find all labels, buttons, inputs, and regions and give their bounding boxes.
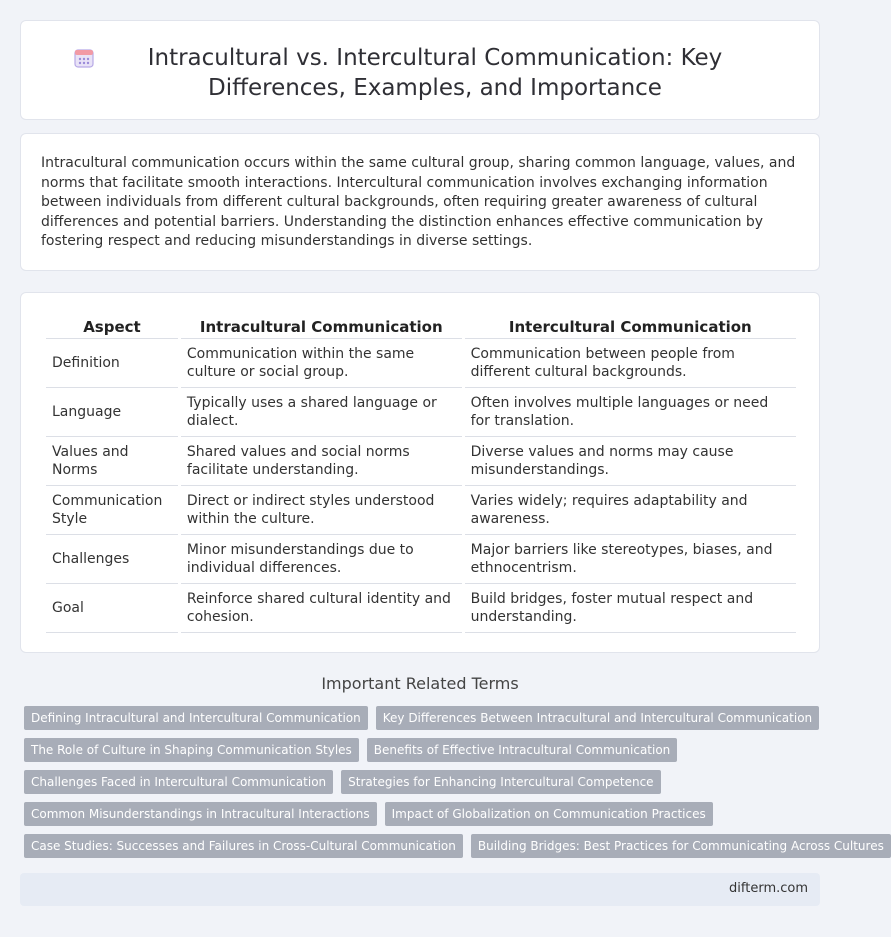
intercultural-cell: Varies widely; requires adaptability and awareness. — [465, 486, 796, 535]
table-row — [46, 388, 796, 437]
intercultural-cell: Diverse values and norms may cause misunderstandings. — [465, 437, 796, 486]
comparison-card — [20, 292, 820, 653]
header-card — [20, 20, 820, 120]
aspect-cell: Goal — [46, 584, 178, 633]
comparison-table — [43, 313, 799, 633]
related-tags-row — [24, 706, 819, 730]
intro-card — [20, 133, 820, 271]
intracultural-cell: Minor misunderstandings due to individual differences. — [181, 535, 462, 584]
related-terms-title: Important Related Terms — [321, 674, 519, 693]
table-row — [46, 535, 796, 584]
intro-text: Intracultural communication occurs within the same cultural group, sharing common language, values, and norms that facilitate smooth interactions. Intercultural communication involves exchanging information between individuals from different cultural backgrounds, often requiring greater awareness of cultural differences and potential barriers. Understanding the distinction enhances effective communication by fostering respect and reducing misunderstandings in diverse settings. — [41, 155, 796, 249]
page-title: Intracultural vs. Intercultural Communication: Key Differences, Examples, and Importance — [147, 45, 723, 101]
related-tags-row — [24, 770, 661, 794]
column-header: Intracultural Communication — [181, 313, 462, 339]
related-term-tag[interactable]: Defining Intracultural and Intercultural Communication — [24, 706, 368, 730]
table-row — [46, 584, 796, 633]
related-term-tag[interactable]: Strategies for Enhancing Intercultural Competence — [341, 770, 660, 794]
table-header-row — [46, 313, 796, 339]
table-row — [46, 339, 796, 388]
intercultural-cell: Major barriers like stereotypes, biases, and ethnocentrism. — [465, 535, 796, 584]
footer — [20, 873, 820, 906]
aspect-cell: Definition — [46, 339, 178, 388]
related-term-tag[interactable]: Key Differences Between Intracultural and Intercultural Communication — [376, 706, 819, 730]
related-tags-row — [24, 802, 713, 826]
related-tags-row — [24, 834, 891, 858]
related-term-tag[interactable]: Challenges Faced in Intercultural Communication — [24, 770, 333, 794]
footer-brand-link[interactable]: difterm.com — [729, 881, 808, 896]
column-header: Aspect — [46, 313, 178, 339]
related-term-tag[interactable]: Common Misunderstandings in Intracultural Interactions — [24, 802, 377, 826]
aspect-cell: Communication Style — [46, 486, 178, 535]
aspect-cell: Challenges — [46, 535, 178, 584]
intracultural-cell: Reinforce shared cultural identity and cohesion. — [181, 584, 462, 633]
related-term-tag[interactable]: Benefits of Effective Intracultural Communication — [367, 738, 677, 762]
table-row — [46, 437, 796, 486]
intercultural-cell: Communication between people from different cultural backgrounds. — [465, 339, 796, 388]
intracultural-cell: Shared values and social norms facilitate understanding. — [181, 437, 462, 486]
column-header: Intercultural Communication — [465, 313, 796, 339]
related-term-tag[interactable]: Case Studies: Successes and Failures in Cross-Cultural Communication — [24, 834, 463, 858]
intracultural-cell: Direct or indirect styles understood within the culture. — [181, 486, 462, 535]
intracultural-cell: Communication within the same culture or social group. — [181, 339, 462, 388]
intercultural-cell: Build bridges, foster mutual respect and understanding. — [465, 584, 796, 633]
intercultural-cell: Often involves multiple languages or need for translation. — [465, 388, 796, 437]
related-term-tag[interactable]: Impact of Globalization on Communication Practices — [385, 802, 713, 826]
related-tags-row — [24, 738, 677, 762]
related-term-tag[interactable]: The Role of Culture in Shaping Communication Styles — [24, 738, 359, 762]
related-term-tag[interactable]: Building Bridges: Best Practices for Communicating Across Cultures — [471, 834, 891, 858]
intracultural-cell: Typically uses a shared language or dialect. — [181, 388, 462, 437]
table-row — [46, 486, 796, 535]
aspect-cell: Values and Norms — [46, 437, 178, 486]
aspect-cell: Language — [46, 388, 178, 437]
